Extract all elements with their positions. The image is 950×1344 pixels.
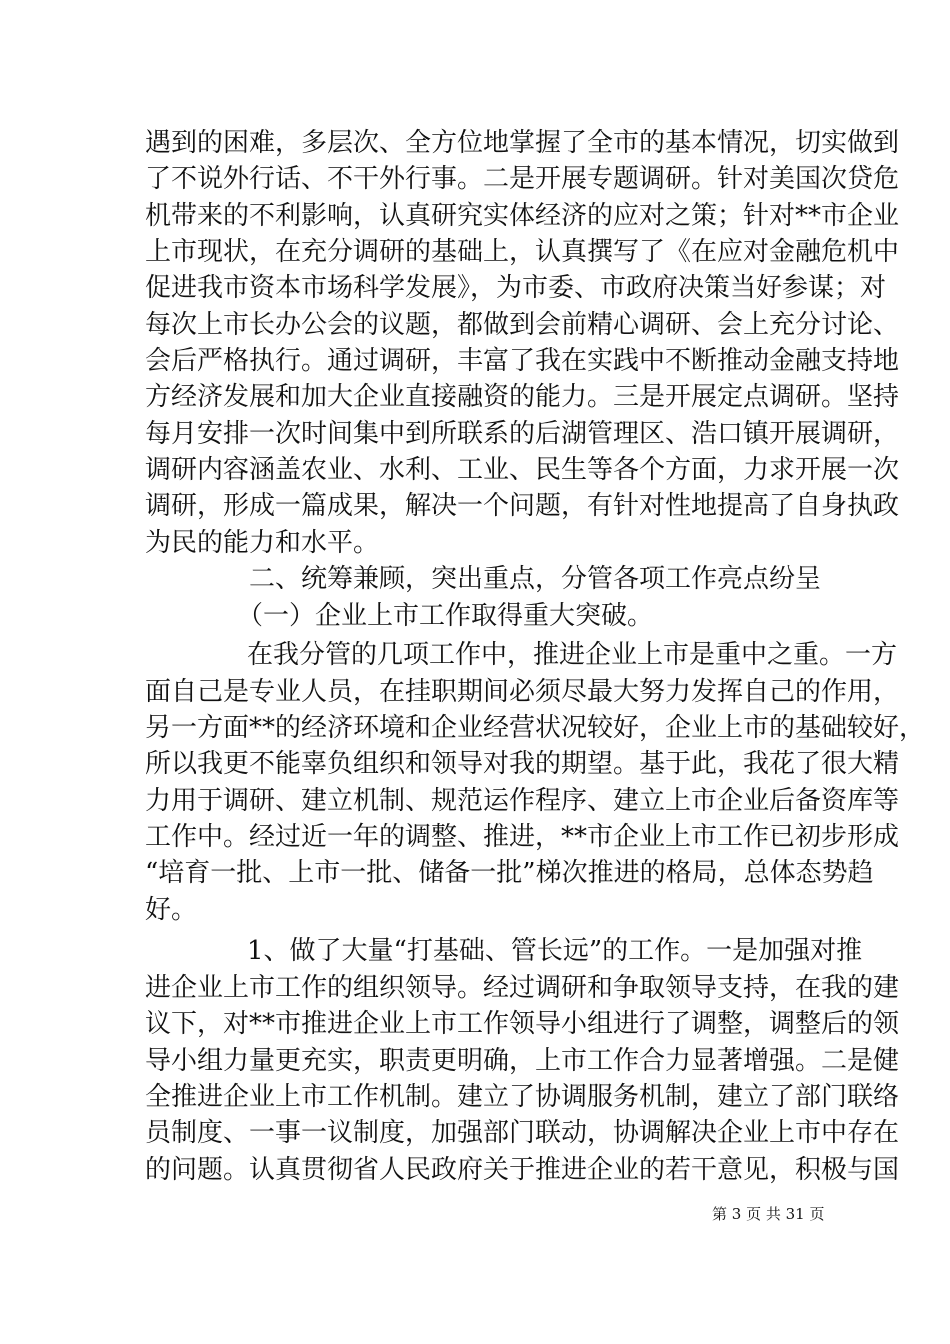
body-line: 力用于调研、建立机制、规范运作程序、建立上市企业后备资库等 bbox=[145, 786, 900, 816]
body-line: 调研，形成一篇成果，解决一个问题，有针对性地提高了自身执政 bbox=[145, 491, 900, 521]
body-line: 调研内容涵盖农业、水利、工业、民生等各个方面，力求开展一次 bbox=[145, 455, 900, 485]
paragraph-first-line: 1、做了大量“打基础、管长远”的工作。一是加强对推 bbox=[247, 936, 863, 966]
body-line: 导小组力量更充实，职责更明确，上市工作合力显著增强。二是健 bbox=[145, 1046, 900, 1076]
page-footer: 第 3 页 共 31 页 bbox=[712, 1205, 825, 1223]
body-line: 议下，对**市推进企业上市工作领导小组进行了调整，调整后的领 bbox=[145, 1009, 900, 1039]
body-line: “培育一批、上市一批、储备一批”梯次推进的格局，总体态势趋 bbox=[145, 858, 874, 888]
body-line: 员制度、一事一议制度，加强部门联动，协调解决企业上市中存在 bbox=[145, 1118, 900, 1148]
body-line: 进企业上市工作的组织领导。经过调研和争取领导支持，在我的建 bbox=[145, 973, 900, 1003]
body-line: 另一方面**的经济环境和企业经营状况较好，企业上市的基础较好， bbox=[145, 713, 926, 743]
body-line: 的问题。认真贯彻省人民政府关于推进企业的若干意见，积极与国 bbox=[145, 1155, 900, 1185]
body-line: 上市现状，在充分调研的基础上，认真撰写了《在应对金融危机中 bbox=[145, 237, 900, 267]
body-line: 每月安排一次时间集中到所联系的后湖管理区、浩口镇开展调研， bbox=[145, 419, 900, 449]
paragraph-first-line: 在我分管的几项工作中，推进企业上市是重中之重。一方 bbox=[247, 640, 898, 670]
body-line: 为民的能力和水平。 bbox=[145, 528, 380, 558]
section-heading: 二、统筹兼顾，突出重点，分管各项工作亮点纷呈 bbox=[249, 564, 822, 594]
body-line: 遇到的困难，多层次、全方位地掌握了全市的基本情况，切实做到 bbox=[145, 128, 900, 158]
body-line: 会后严格执行。通过调研，丰富了我在实践中不断推动金融支持地 bbox=[145, 346, 900, 376]
body-line: 每次上市长办公会的议题，都做到会前精心调研、会上充分讨论、 bbox=[145, 310, 900, 340]
body-line: 所以我更不能辜负组织和领导对我的期望。基于此，我花了很大精 bbox=[145, 749, 900, 779]
body-line: 了不说外行话、不干外行事。二是开展专题调研。针对美国次贷危 bbox=[145, 164, 900, 194]
body-line: 促进我市资本市场科学发展》，为市委、市政府决策当好参谋；对 bbox=[145, 273, 887, 303]
body-line: 工作中。经过近一年的调整、推进，**市企业上市工作已初步形成 bbox=[145, 822, 900, 852]
body-line: 好。 bbox=[145, 895, 198, 925]
subsection-heading: （一）企业上市工作取得重大突破。 bbox=[237, 601, 654, 631]
body-line: 全推进企业上市工作机制。建立了协调服务机制，建立了部门联络 bbox=[145, 1082, 900, 1112]
body-line: 面自己是专业人员，在挂职期间必须尽最大努力发挥自己的作用， bbox=[145, 677, 900, 707]
body-line: 机带来的不利影响，认真研究实体经济的应对之策；针对**市企业 bbox=[145, 201, 900, 231]
body-line: 方经济发展和加大企业直接融资的能力。三是开展定点调研。坚持 bbox=[145, 382, 900, 412]
